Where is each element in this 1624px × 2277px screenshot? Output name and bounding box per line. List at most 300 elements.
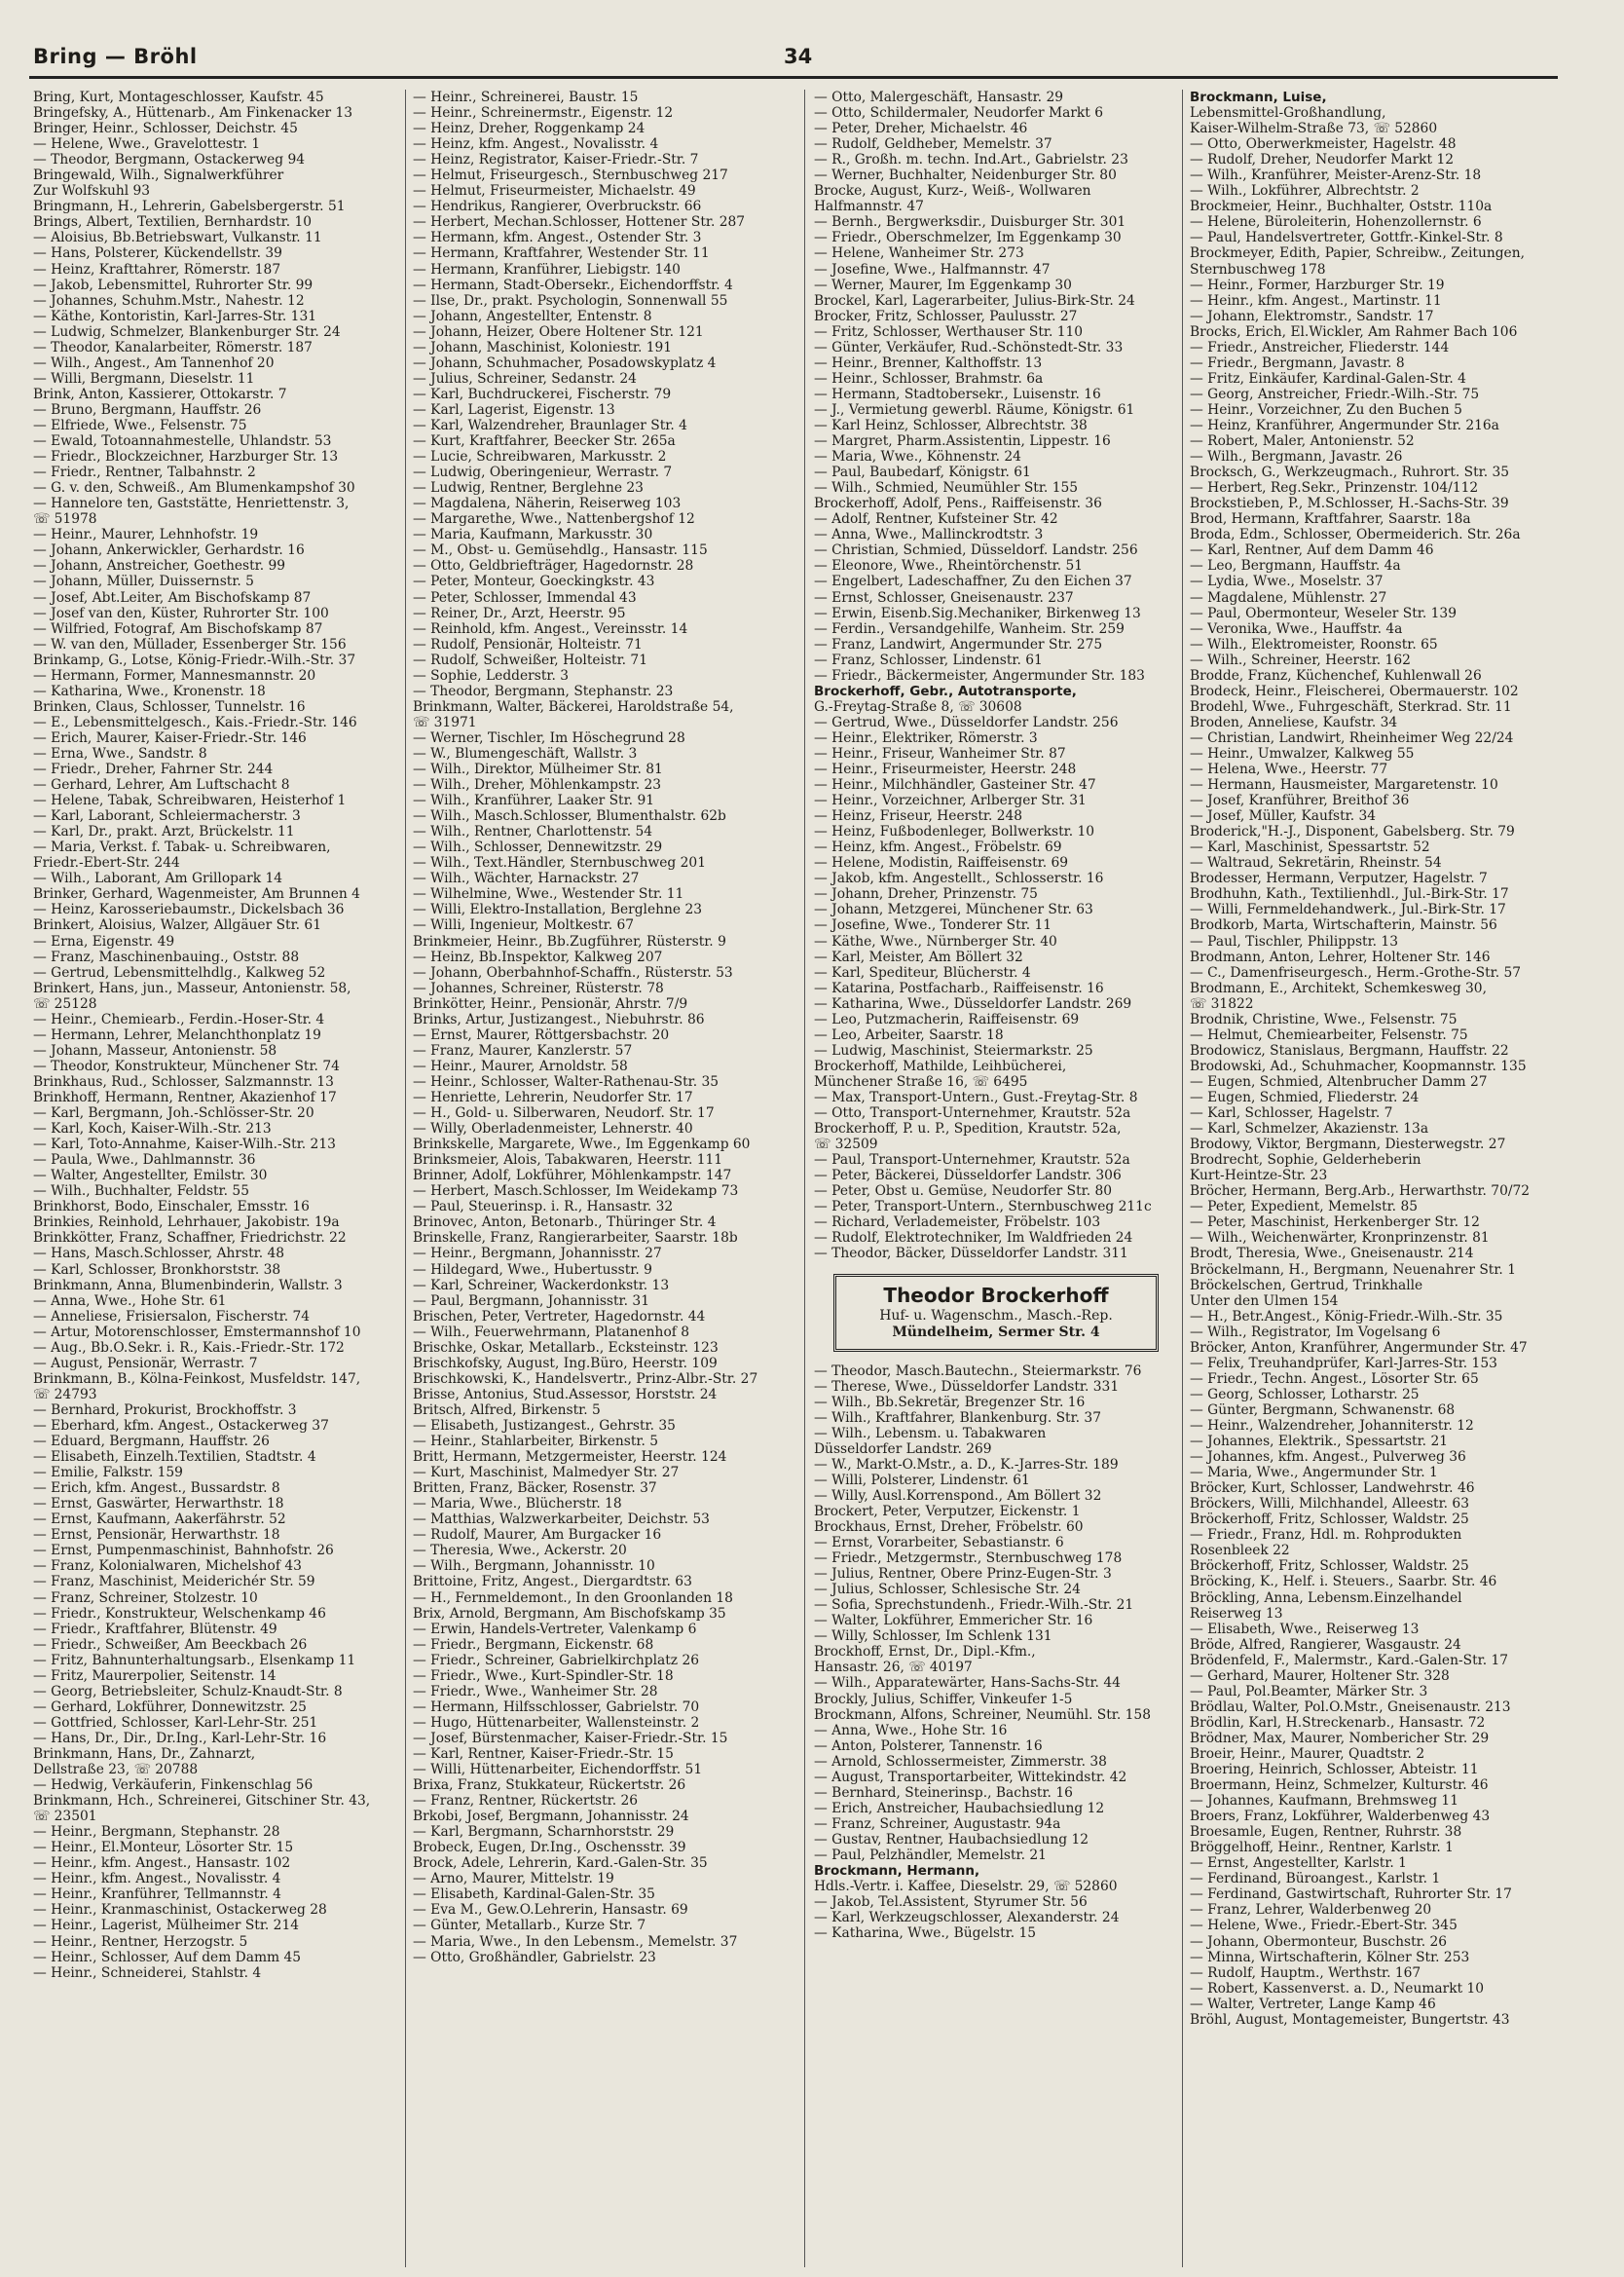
directory-entry: — Hans, Polsterer, Kückendellstr. 39: [33, 245, 282, 262]
directory-entry: — Johann, Maschinist, Koloniestr. 191: [413, 339, 673, 355]
directory-entry: Brock, Adele, Lehrerin, Kard.-Galen-Str. 35: [413, 1855, 708, 1872]
directory-entry: Brodkorb, Marta, Wirtschafterin, Mainstr. 56: [1190, 917, 1497, 934]
directory-entry: — Wilh., Dreher, Möhlenkampstr. 23: [413, 777, 662, 794]
directory-entry: Brod, Hermann, Kraftfahrer, Saarstr. 18a: [1190, 511, 1471, 528]
directory-entry: Brockerhoff, Adolf, Pens., Raiffeisenstr. 36: [814, 496, 1102, 512]
directory-entry: Brinskelle, Franz, Rangierarbeiter, Saarstr. 18b: [413, 1230, 738, 1247]
directory-entry: — Ernst, Maurer, Röttgersbachstr. 20: [413, 1027, 670, 1043]
directory-entry: — Eugen, Schmied, Fliederstr. 24: [1190, 1090, 1420, 1105]
directory-entry: — Werner, Tischler, Im Höschegrund 28: [413, 729, 685, 746]
directory-entry: — Wilh., Lokführer, Albrechtstr. 2: [1190, 183, 1420, 200]
directory-entry: — Wilh., Schreiner, Heerstr. 162: [1190, 652, 1411, 668]
directory-entry: — Leo, Bergmann, Hauffstr. 4a: [1190, 558, 1401, 575]
directory-entry: — Peter, Schlosser, Immendal 43: [413, 589, 637, 606]
directory-entry: — Hans, Dr., Dir., Dr.Ing., Karl-Lehr-Str. 16: [33, 1730, 327, 1746]
directory-entry: — Ernst, Pensionär, Herwarthstr. 18: [33, 1527, 280, 1544]
directory-entry: Broering, Heinrich, Schlosser, Abteistr. 11: [1190, 1762, 1479, 1778]
directory-entry: Brinkmann, Anna, Blumenbinderin, Wallstr. 3: [33, 1277, 343, 1293]
directory-entry: G.-Freytag-Straße 8, ☏ 30608: [814, 698, 1022, 715]
directory-entry: — Johann, Elektromstr., Sandstr. 17: [1190, 308, 1434, 324]
directory-entry: — Heinz, Karosseriebaumstr., Dickelsbach 36: [33, 902, 345, 918]
directory-entry: — Hermann, Stadt-Obersekr., Eichendorffstr. 4: [413, 277, 733, 293]
directory-entry: — R., Großh. m. techn. Ind.Art., Gabrielstr. 23: [814, 152, 1128, 168]
directory-entry: Brittoine, Fritz, Angest., Diergardtstr. 63: [413, 1574, 692, 1590]
directory-entry: — Wilh., Feuerwehrmann, Platanenhof 8: [413, 1324, 690, 1340]
directory-entry: — Peter, Transport-Untern., Sternbuschweg 211c: [814, 1199, 1152, 1215]
directory-entry: — Fritz, Schlosser, Werthauser Str. 110: [814, 323, 1084, 340]
directory-entry: — Ewald, Totoannahmestelle, Uhlandstr. 53: [33, 433, 332, 450]
directory-entry: — Rudolf, Hauptm., Werthstr. 167: [1190, 1964, 1421, 1981]
directory-entry: — Friedr., Wwe., Wanheimer Str. 28: [413, 1683, 658, 1699]
directory-entry: — W. van den, Müllader, Essenberger Str. 156: [33, 636, 347, 653]
directory-entry: — Anton, Polsterer, Tannenstr. 16: [814, 1737, 1043, 1754]
directory-entry: — Theodor, Konstrukteur, Münchener Str. 74: [33, 1058, 340, 1074]
directory-entry: Brink, Anton, Kassierer, Ottokarstr. 7: [33, 386, 287, 402]
directory-entry: Brockerhoff, P. u. P., Spedition, Krautstr. 52a,: [814, 1121, 1122, 1138]
directory-entry: Bröckers, Willi, Milchhandel, Alleestr. 63: [1190, 1496, 1469, 1512]
directory-entry: Brockel, Karl, Lagerarbeiter, Julius-Birk-Str. 24: [814, 292, 1135, 309]
directory-entry: — Johann, Schuhmacher, Posadowskyplatz 4: [413, 355, 717, 371]
directory-entry: — Rudolf, Maurer, Am Burgacker 16: [413, 1527, 662, 1544]
directory-entry: Brinksmeier, Alois, Tabakwaren, Heerstr. 111: [413, 1152, 723, 1169]
directory-entry: — Magdalene, Mühlenstr. 27: [1190, 589, 1387, 606]
directory-entry: — Engelbert, Ladeschaffner, Zu den Eichen 37: [814, 574, 1132, 590]
directory-entry: — Franz, Schreiner, Augustastr. 94a: [814, 1815, 1061, 1832]
directory-entry: Bröckelschen, Gertrud, Trinkhalle: [1190, 1277, 1423, 1293]
directory-entry: — Erich, kfm. Angest., Bussardstr. 8: [33, 1480, 280, 1497]
directory-entry: — Maria, Verkst. f. Tabak- u. Schreibwaren,: [33, 840, 331, 856]
directory-entry: — Katarina, Postfacharb., Raiffeisenstr. 16: [814, 980, 1104, 996]
directory-entry: — Friedr., Metzgermstr., Sternbuschweg 178: [814, 1550, 1123, 1567]
directory-entry: Brkobi, Josef, Bergmann, Johannisstr. 24: [413, 1809, 689, 1825]
directory-entry: — Heinr., Bergmann, Johannisstr. 27: [413, 1246, 662, 1262]
directory-entry: — Minna, Wirtschafterin, Kölner Str. 253: [1190, 1949, 1470, 1965]
directory-entry: Halfmannstr. 47: [814, 199, 924, 215]
directory-entry: — Rudolf, Schweißer, Holteistr. 71: [413, 652, 647, 668]
directory-entry: — Gertrud, Lebensmittelhdlg., Kalkweg 52: [33, 964, 326, 981]
directory-entry: — Sophie, Ledderstr. 3: [413, 667, 570, 684]
directory-entry: — Paula, Wwe., Dahlmannstr. 36: [33, 1152, 256, 1169]
directory-entry: — Helene, Büroleiterin, Hohenzollernstr. 6: [1190, 214, 1482, 231]
directory-entry: — Heinr., Schreinermstr., Eigenstr. 12: [413, 105, 674, 122]
directory-entry: — Erwin, Handels-Vertreter, Valenkamp 6: [413, 1621, 697, 1637]
directory-entry: — Fritz, Maurerpolier, Seitenstr. 14: [33, 1667, 277, 1684]
directory-entry: Brödenfeld, F., Malermstr., Kard.-Galen-Str. 17: [1190, 1652, 1509, 1668]
directory-entry: — Rudolf, Pensionär, Holteistr. 71: [413, 636, 643, 653]
directory-entry: — Peter, Bäckerei, Düsseldorfer Landstr. 306: [814, 1168, 1122, 1184]
page-number: 34: [784, 45, 813, 68]
directory-entry: — Lydia, Wwe., Moselstr. 37: [1190, 574, 1384, 590]
directory-entry: — Franz, Rentner, Rückertstr. 26: [413, 1793, 639, 1810]
directory-entry: — Josef, Bürstenmacher, Kaiser-Friedr.-Str. 15: [413, 1730, 728, 1746]
directory-entry: — Wilh., Laborant, Am Grillopark 14: [33, 871, 283, 887]
directory-column-4: [1190, 90, 1566, 2267]
directory-entry: — Anna, Wwe., Mallinckrodtstr. 3: [814, 527, 1044, 543]
directory-entry: Bröhl, August, Montagemeister, Bungertstr. 43: [1190, 2011, 1510, 2028]
directory-entry: — Paul, Pol.Beamter, Märker Str. 3: [1190, 1683, 1428, 1699]
directory-entry: — Arno, Maurer, Mittelstr. 19: [413, 1871, 614, 1887]
directory-entry: — Gerhard, Lehrer, Am Luftschacht 8: [33, 777, 290, 794]
directory-entry: — Käthe, Kontoristin, Karl-Jarres-Str. 131: [33, 308, 317, 324]
directory-entry: — E., Lebensmittelgesch., Kais.-Friedr.-Str. 146: [33, 714, 357, 730]
directory-entry: Broderick,"H.-J., Disponent, Gabelsberg. Str. 79: [1190, 824, 1515, 840]
directory-entry: — Magdalena, Näherin, Reiserweg 103: [413, 496, 682, 512]
directory-entry: Brodrecht, Sophie, Gelderheberin: [1190, 1152, 1421, 1169]
directory-entry: — Karl, Schlosser, Bronkhorststr. 38: [33, 1261, 281, 1278]
directory-entry: Broers, Franz, Lokführer, Walderbenweg 43: [1190, 1809, 1491, 1825]
directory-entry: — Jakob, Lebensmittel, Ruhrorter Str. 99: [33, 277, 314, 293]
directory-entry: Brödlin, Karl, H.Streckenarb., Hansastr. 72: [1190, 1714, 1486, 1731]
directory-entry: — Johann, Metzgerei, Münchener Str. 63: [814, 902, 1093, 918]
directory-entry: — Heinr., Umwalzer, Kalkweg 55: [1190, 745, 1415, 762]
directory-entry: Brischkowski, K., Handelsvertr., Prinz-Albr.-Str. 27: [413, 1370, 758, 1387]
directory-entry: Bringefsky, A., Hüttenarb., Am Finkenacker 13: [33, 105, 353, 122]
directory-entry: — Theresia, Wwe., Ackerstr. 20: [413, 1543, 627, 1559]
directory-entry: — Wilh., Kraftfahrer, Blankenburg. Str. 37: [814, 1409, 1101, 1426]
directory-entry: — Paul, Baubedarf, Königstr. 61: [814, 465, 1031, 481]
directory-entry: Sternbuschweg 178: [1190, 261, 1326, 278]
directory-entry: — Wilh., Masch.Schlosser, Blumenthalstr. 62b: [413, 808, 726, 825]
directory-entry: Kaiser-Wilhelm-Straße 73, ☏ 52860: [1190, 121, 1438, 137]
directory-entry: — Ludwig, Maschinist, Steiermarkstr. 25: [814, 1042, 1093, 1059]
directory-entry: — Ernst, Vorarbeiter, Sebastianstr. 6: [814, 1535, 1064, 1551]
directory-entry: — Erwin, Eisenb.Sig.Mechaniker, Birkenweg 13: [814, 605, 1141, 621]
directory-entry: — Helene, Wwe., Gravelottestr. 1: [33, 136, 261, 153]
directory-entry: — Eleonore, Wwe., Rheintörchenstr. 51: [814, 558, 1084, 575]
directory-entry: — Josef, Abt.Leiter, Am Bischofskamp 87: [33, 589, 312, 606]
directory-entry: — Leo, Putzmacherin, Raiffeisenstr. 69: [814, 1011, 1080, 1027]
directory-entry: Brinkhoff, Hermann, Rentner, Akazienhof 17: [33, 1090, 337, 1105]
directory-entry: — Arnold, Schlossermeister, Zimmerstr. 38: [814, 1753, 1107, 1770]
directory-entry: — Hugo, Hüttenarbeiter, Wallensteinstr. 2: [413, 1714, 700, 1731]
directory-entry: — Aug., Bb.O.Sekr. i. R., Kais.-Friedr.-Str. 172: [33, 1339, 345, 1356]
directory-entry: — Heinr., Brenner, Kalthoffstr. 13: [814, 355, 1043, 371]
directory-entry: Brodowski, Ad., Schuhmacher, Koopmannstr. 135: [1190, 1058, 1527, 1074]
directory-entry: — Willy, Ausl.Korrenspond., Am Böllert 32: [814, 1487, 1102, 1504]
directory-entry: — H., Gold- u. Silberwaren, Neudorf. Str. 17: [413, 1105, 715, 1122]
directory-entry: — Karl, Buchdruckerei, Fischerstr. 79: [413, 386, 672, 402]
directory-entry: — Hermann, Hilfsschlosser, Gabrielstr. 70: [413, 1698, 700, 1715]
directory-entry: — Wilh., Apparatewärter, Hans-Sachs-Str. 44: [814, 1675, 1121, 1692]
directory-entry: — Karl, Rentner, Kaiser-Friedr.-Str. 15: [413, 1745, 674, 1762]
directory-entry: — Karl Heinz, Schlosser, Albrechtstr. 38: [814, 417, 1088, 433]
directory-entry: — Friedr., Techn. Angest., Lösorter Str. 65: [1190, 1370, 1479, 1387]
directory-entry: — Christian, Landwirt, Rheinheimer Weg 22/24: [1190, 729, 1514, 746]
directory-entry: Brinkert, Aloisius, Walzer, Allgäuer Str. 61: [33, 917, 321, 934]
directory-entry: Broeir, Heinr., Maurer, Quadtstr. 2: [1190, 1745, 1425, 1762]
advertisement-box: [833, 1274, 1159, 1352]
directory-entry: Brocks, Erich, El.Wickler, Am Rahmer Bach 106: [1190, 323, 1518, 340]
directory-entry: Bringer, Heinr., Schlosser, Deichstr. 45: [33, 121, 298, 137]
directory-entry: — Herbert, Mechan.Schlosser, Hottener Str. 287: [413, 214, 746, 231]
directory-entry: Brisse, Antonius, Stud.Assessor, Horststr. 24: [413, 1386, 718, 1402]
directory-entry: — Josef van den, Küster, Ruhrorter Str. 100: [33, 605, 329, 621]
directory-entry: — Otto, Großhändler, Gabrielstr. 23: [413, 1949, 656, 1965]
directory-entry: — Rudolf, Geldheber, Memelstr. 37: [814, 136, 1052, 153]
directory-entry: — Hendrikus, Rangierer, Overbruckstr. 66: [413, 199, 702, 215]
ad-title: Theodor Brockerhoff: [883, 1283, 1109, 1307]
directory-entry: — Karl, Laborant, Schleiermacherstr. 3: [33, 808, 301, 825]
directory-column-2: [413, 90, 789, 2267]
directory-entry: — Heinz, Krafttahrer, Römerstr. 187: [33, 261, 281, 278]
directory-entry: — Elisabeth, Justizangest., Gehrstr. 35: [413, 1417, 676, 1434]
directory-entry: — Sofia, Sprechstundenh., Friedr.-Wilh.-Str. 21: [814, 1597, 1134, 1614]
directory-entry: — Georg, Schlosser, Lotharstr. 25: [1190, 1386, 1420, 1402]
directory-entry: — Hedwig, Verkäuferin, Finkenschlag 56: [33, 1777, 314, 1794]
directory-entry: — Otto, Oberwerkmeister, Hagelstr. 48: [1190, 136, 1457, 153]
directory-entry: — Leo, Arbeiter, Saarstr. 18: [814, 1027, 1004, 1043]
directory-entry: Britten, Franz, Bäcker, Rosenstr. 37: [413, 1480, 657, 1497]
directory-entry: — Karl, Maschinist, Spessartstr. 52: [1190, 840, 1430, 856]
directory-entry: — Heinz, Dreher, Roggenkamp 24: [413, 121, 646, 137]
directory-entry: — Maria, Wwe., In den Lebensm., Memelstr. 37: [413, 1933, 738, 1950]
directory-entry: — Hans, Masch.Schlosser, Ahrstr. 48: [33, 1246, 285, 1262]
directory-entry: — Bernhard, Steinerinsp., Bachstr. 16: [814, 1784, 1073, 1801]
directory-entry: — Walter, Vertreter, Lange Kamp 46: [1190, 1996, 1436, 2012]
directory-entry: — Wilh., Direktor, Mülheimer Str. 81: [413, 762, 663, 778]
directory-entry: — Paul, Obermonteur, Weseler Str. 139: [1190, 605, 1457, 621]
directory-entry: Lebensmittel-Großhandlung,: [1190, 105, 1386, 122]
directory-entry: — Günter, Verkäufer, Rud.-Schönstedt-Str. 33: [814, 339, 1124, 355]
directory-entry: — Johannes, Schreiner, Rüsterstr. 78: [413, 980, 664, 996]
directory-entry: — Therese, Wwe., Düsseldorfer Landstr. 331: [814, 1378, 1120, 1395]
directory-entry: — Hermann, Lehrer, Melanchthonplatz 19: [33, 1027, 321, 1043]
directory-entry: — Ernst, Angestellter, Karlstr. 1: [1190, 1855, 1407, 1872]
directory-entry: Brischke, Oskar, Metallarb., Ecksteinstr. 123: [413, 1339, 719, 1356]
directory-entry: — Friedr., Kraftfahrer, Blütenstr. 49: [33, 1621, 277, 1637]
directory-entry: — Adolf, Rentner, Kufsteiner Str. 42: [814, 511, 1058, 528]
directory-entry: Brinker, Gerhard, Wagenmeister, Am Brunnen 4: [33, 886, 360, 903]
directory-entry: — Kurt, Kraftfahrer, Beecker Str. 265a: [413, 433, 676, 450]
directory-entry: — Reiner, Dr., Arzt, Heerstr. 95: [413, 605, 626, 621]
directory-entry: — Heinr., Lagerist, Mülheimer Str. 214: [33, 1918, 299, 1934]
directory-entry: — H., Fernmeldemont., In den Groonlanden 18: [413, 1589, 733, 1606]
directory-entry: Bröcher, Hermann, Berg.Arb., Herwarthstr. 70/72: [1190, 1183, 1531, 1200]
directory-entry: — Karl, Lagerist, Eigenstr. 13: [413, 401, 615, 418]
directory-entry: — Friedr., Bergmann, Eickenstr. 68: [413, 1636, 654, 1653]
directory-entry: — Heinz, Kranführer, Angermunder Str. 216a: [1190, 417, 1499, 433]
directory-entry: — Veronika, Wwe., Hauffstr. 4a: [1190, 620, 1403, 637]
directory-entry: — Wilh., Elektromeister, Roonstr. 65: [1190, 636, 1438, 653]
directory-entry: — Wilh., Kranführer, Laaker Str. 91: [413, 793, 655, 809]
ad-line-1: Huf- u. Wagenschm., Masch.-Rep.: [879, 1307, 1113, 1324]
directory-entry: — Katharina, Wwe., Düsseldorfer Landstr. 269: [814, 995, 1132, 1012]
directory-entry: — Friedr., Anstreicher, Fliederstr. 144: [1190, 339, 1450, 355]
directory-entry: — Josefine, Wwe., Tonderer Str. 11: [814, 917, 1052, 934]
directory-entry: Brockly, Julius, Schiffer, Vinkeufer 1-5: [814, 1691, 1073, 1707]
directory-entry: — Heinz, kfm. Angest., Novalisstr. 4: [413, 136, 659, 153]
directory-entry: Brinkhorst, Bodo, Einschaler, Emsstr. 16: [33, 1199, 310, 1215]
directory-entry: — Heinr., Vorzeichner, Zu den Buchen 5: [1190, 401, 1462, 418]
directory-entry: — Maria, Kaufmann, Markusstr. 30: [413, 527, 653, 543]
directory-entry: Brockmeyer, Edith, Papier, Schreibw., Zeitungen,: [1190, 245, 1525, 262]
directory-entry: Hansastr. 26, ☏ 40197: [814, 1660, 973, 1676]
directory-entry: — Karl, Walzendreher, Braunlager Str. 4: [413, 417, 687, 433]
directory-entry: — W., Blumengeschäft, Wallstr. 3: [413, 745, 638, 762]
directory-entry: Brings, Albert, Textilien, Bernhardstr. 10: [33, 214, 313, 231]
directory-entry: — Franz, Maschinenbauing., Oststr. 88: [33, 949, 300, 965]
directory-entry: — Gerhard, Lokführer, Donnewitzstr. 25: [33, 1698, 307, 1715]
directory-entry: — Johannes, Schuhm.Mstr., Nahestr. 12: [33, 292, 305, 309]
directory-entry: — Karl, Schmelzer, Akazienstr. 13a: [1190, 1121, 1429, 1138]
directory-entry: — Heinr., Milchhändler, Gasteiner Str. 47: [814, 777, 1096, 794]
directory-entry: — Wilh., Schmied, Neumühler Str. 155: [814, 480, 1079, 497]
directory-entry: — Heinz, Registrator, Kaiser-Friedr.-Str. 7: [413, 152, 699, 168]
directory-entry: — Wilh., Registrator, Im Vogelsang 6: [1190, 1324, 1441, 1340]
directory-entry: — Josefine, Wwe., Halfmannstr. 47: [814, 261, 1051, 278]
directory-entry: — Wilh., Weichenwärter, Kronprinzenstr. 81: [1190, 1230, 1490, 1247]
directory-entry: Bröcker, Kurt, Schlosser, Landwehrstr. 46: [1190, 1480, 1475, 1497]
directory-entry: Brodowicz, Stanislaus, Bergmann, Hauffstr. 22: [1190, 1042, 1509, 1059]
directory-entry: — Johann, Ankerwickler, Gerhardstr. 16: [33, 542, 305, 559]
directory-entry: — Matthias, Walzwerkarbeiter, Deichstr. 53: [413, 1512, 710, 1528]
directory-entry: Brödlau, Walter, Pol.O.Mstr., Gneisenaustr. 213: [1190, 1698, 1511, 1715]
directory-entry: — Heinr., Chemiearb., Ferdin.-Hoser-Str. 4: [33, 1011, 325, 1027]
directory-entry: — Margarethe, Wwe., Nattenbergshof 12: [413, 511, 695, 528]
directory-entry: Brockmann, Alfons, Schreiner, Neumühl. Str. 158: [814, 1706, 1151, 1723]
directory-entry: — Herbert, Masch.Schlosser, Im Weidekamp 73: [413, 1183, 739, 1200]
directory-entry: — Aloisius, Bb.Betriebswart, Vulkanstr. 11: [33, 230, 322, 246]
directory-entry: — J., Vermietung gewerbl. Räume, Königstr. 61: [814, 401, 1135, 418]
directory-entry: — Willi, Elektro-Installation, Berglehne 23: [413, 902, 703, 918]
directory-entry: — Ernst, Pumpenmaschinist, Bahnhofstr. 26: [33, 1543, 334, 1559]
directory-entry: — Friedr., Konstrukteur, Welschenkamp 46: [33, 1605, 326, 1622]
directory-entry: Brinkötter, Heinr., Pensionär, Ahrstr. 7/9: [413, 995, 688, 1012]
directory-entry: — Heinr., kfm. Angest., Martinstr. 11: [1190, 292, 1442, 309]
directory-entry: — Maria, Wwe., Köhnenstr. 24: [814, 449, 1021, 466]
directory-entry: ☏ 31822: [1190, 995, 1254, 1012]
directory-entry: — Jakob, kfm. Angestellt., Schlosserstr. 16: [814, 871, 1104, 887]
directory-entry: — Anneliese, Frisiersalon, Fischerstr. 74: [33, 1308, 311, 1325]
directory-entry: Zur Wolfskuhl 93: [33, 183, 151, 200]
directory-entry: — Heinr., Bergmann, Stephanstr. 28: [33, 1824, 280, 1841]
directory-entry: — Ferdin., Versandgehilfe, Wanheim. Str. 259: [814, 620, 1125, 637]
directory-entry: Brinner, Adolf, Lokführer, Möhlenkampstr. 147: [413, 1168, 732, 1184]
directory-entry: Bringmann, H., Lehrerin, Gabelsbergerstr. 51: [33, 199, 346, 215]
directory-entry: Brinkert, Hans, jun., Masseur, Antonienstr. 58,: [33, 980, 351, 996]
directory-entry: — Karl, Spediteur, Blücherstr. 4: [814, 964, 1031, 981]
directory-entry: — Helene, Tabak, Schreibwaren, Heisterhof 1: [33, 793, 347, 809]
directory-entry: — Karl, Schlosser, Hagelstr. 7: [1190, 1105, 1393, 1122]
directory-entry: — Paul, Bergmann, Johannisstr. 31: [413, 1292, 649, 1309]
directory-entry: — Franz, Maurer, Kanzlerstr. 57: [413, 1042, 633, 1059]
directory-entry: — Hildegard, Wwe., Hubertusstr. 9: [413, 1261, 652, 1278]
directory-entry: — Friedr., Franz, Hdl. m. Rohprodukten: [1190, 1527, 1462, 1544]
directory-entry: — Paul, Steuerinsp. i. R., Hansastr. 32: [413, 1199, 674, 1215]
directory-entry: — Gertrud, Wwe., Düsseldorfer Landstr. 256: [814, 714, 1119, 730]
directory-entry: Brinkkötter, Franz, Schaffner, Friedrichstr. 22: [33, 1230, 347, 1247]
directory-entry: — Hermann, Kraftfahrer, Westender Str. 11: [413, 245, 710, 262]
directory-entry: — Bernh., Bergwerksdir., Duisburger Str. 301: [814, 214, 1126, 231]
directory-entry: — Heinr., Friseurmeister, Heerstr. 248: [814, 762, 1077, 778]
directory-entry: ☏ 51978: [33, 511, 97, 528]
directory-entry: — Willi, Fernmeldehandwerk., Jul.-Birk-Str. 17: [1190, 902, 1506, 918]
directory-entry: — Anna, Wwe., Hohe Str. 16: [814, 1722, 1008, 1738]
directory-entry: — Wilh., Bergmann, Javastr. 26: [1190, 449, 1403, 466]
directory-entry: — Friedr., Bäckermeister, Angermunder Str. 183: [814, 667, 1145, 684]
directory-entry: — August, Pensionär, Werrastr. 7: [33, 1355, 258, 1371]
directory-entry: — Hermann, kfm. Angest., Ostender Str. 3: [413, 230, 702, 246]
directory-entry: — Maria, Wwe., Blücherstr. 18: [413, 1496, 622, 1512]
directory-entry: — Heinr., Former, Harzburger Str. 19: [1190, 277, 1445, 293]
directory-entry: Brinovec, Anton, Betonarb., Thüringer Str. 4: [413, 1214, 717, 1231]
directory-entry: — Heinz, Fußbodenleger, Bollwerkstr. 10: [814, 824, 1095, 840]
directory-entry: — Ludwig, Schmelzer, Blankenburger Str. 24: [33, 323, 341, 340]
directory-entry: — Willi, Polsterer, Lindenstr. 61: [814, 1472, 1030, 1488]
directory-entry: — Günter, Metallarb., Kurze Str. 7: [413, 1918, 646, 1934]
directory-entry: Brockerhoff, Gebr., Autotransporte,: [814, 683, 1077, 699]
directory-entry: — Paul, Handelsvertreter, Gottfr.-Kinkel-Str. 8: [1190, 230, 1503, 246]
directory-entry: — Walter, Angestellter, Emilstr. 30: [33, 1168, 268, 1184]
directory-entry: — Josef, Müller, Kaufstr. 34: [1190, 808, 1377, 825]
directory-entry: Bröde, Alfred, Rangierer, Wasgaustr. 24: [1190, 1636, 1461, 1653]
directory-entry: Brockstieben, P., M.Schlosser, H.-Sachs-Str. 39: [1190, 496, 1509, 512]
header-range: Bring — Bröhl: [33, 45, 198, 68]
directory-entry: — Peter, Maschinist, Herkenberger Str. 12: [1190, 1214, 1480, 1231]
directory-entry: — Johann, Heizer, Obere Holtener Str. 121: [413, 323, 704, 340]
directory-entry: Brockmann, Hermann,: [814, 1863, 980, 1880]
directory-entry: — Paul, Pelzhändler, Memelstr. 21: [814, 1847, 1047, 1863]
directory-entry: — Wilh., Bb.Sekretär, Bregenzer Str. 16: [814, 1394, 1086, 1410]
directory-entry: — Heinz, kfm. Angest., Fröbelstr. 69: [814, 840, 1062, 856]
directory-entry: — Johannes, Kaufmann, Brehmsweg 11: [1190, 1793, 1458, 1810]
directory-entry: — Wilh., Rentner, Charlottenstr. 54: [413, 824, 653, 840]
directory-entry: — Margret, Pharm.Assistentin, Lippestr. 16: [814, 433, 1111, 450]
directory-entry: — Wilfried, Fotograf, Am Bischofskamp 87: [33, 620, 323, 637]
directory-entry: — Gerhard, Maurer, Holtener Str. 328: [1190, 1667, 1450, 1684]
directory-entry: — Johann, Angestellter, Entenstr. 8: [413, 308, 652, 324]
directory-entry: Bröckelmann, H., Bergmann, Neuenahrer Str. 1: [1190, 1261, 1516, 1278]
directory-entry: — Heinz, Bb.Inspektor, Kalkweg 207: [413, 949, 663, 965]
directory-entry: — Eva M., Gew.O.Lehrerin, Hansastr. 69: [413, 1902, 688, 1919]
directory-entry: — Franz, Maschinist, Meiderichér Str. 59: [33, 1574, 315, 1590]
directory-entry: — Artur, Motorenschlosser, Emstermannshof 10: [33, 1324, 361, 1340]
directory-entry: — Erich, Anstreicher, Haubachsiedlung 12: [814, 1800, 1105, 1816]
directory-entry: Bröckling, Anna, Lebensm.Einzelhandel: [1190, 1589, 1462, 1606]
directory-entry: — Heinr., kfm. Angest., Novalisstr. 4: [33, 1871, 281, 1887]
directory-entry: Brocker, Fritz, Schlosser, Paulusstr. 27: [814, 308, 1078, 324]
directory-entry: — Wilh., Text.Händler, Sternbuschweg 201: [413, 855, 706, 872]
directory-entry: — Jakob, Tel.Assistent, Styrumer Str. 56: [814, 1894, 1088, 1911]
directory-entry: — Hermann, Hausmeister, Margaretenstr. 10: [1190, 777, 1498, 794]
directory-entry: — Lucie, Schreibwaren, Markusstr. 2: [413, 449, 667, 466]
directory-entry: — Wilh., Bergmann, Johannisstr. 10: [413, 1558, 655, 1575]
directory-entry: — M., Obst- u. Gemüsehdlg., Hansastr. 115: [413, 542, 708, 559]
directory-entry: Münchener Straße 16, ☏ 6495: [814, 1073, 1028, 1090]
directory-entry: — Friedr., Rentner, Talbahnstr. 2: [33, 465, 256, 481]
directory-entry: — Fritz, Bahnunterhaltungsarb., Elsenkamp 11: [33, 1652, 356, 1668]
directory-entry: ☏ 32509: [814, 1137, 878, 1153]
directory-entry: — Bruno, Bergmann, Hauffstr. 26: [33, 401, 262, 418]
directory-entry: — Helene, Modistin, Raiffeisenstr. 69: [814, 855, 1069, 872]
directory-entry: — Wilh., Schlosser, Dennewitzstr. 29: [413, 840, 663, 856]
directory-entry: — Theodor, Bergmann, Stephanstr. 23: [413, 683, 674, 699]
directory-entry: — Karl, Werkzeugschlosser, Alexanderstr. 24: [814, 1910, 1120, 1926]
directory-entry: — Heinr., Schlosser, Walter-Rathenau-Str. 35: [413, 1073, 720, 1090]
directory-entry: — Peter, Dreher, Michaelstr. 46: [814, 121, 1028, 137]
directory-entry: Brinkamp, G., Lotse, König-Friedr.-Wilh.-Str. 37: [33, 652, 356, 668]
directory-entry: Brinks, Artur, Justizangest., Niebuhrstr. 86: [413, 1011, 705, 1027]
directory-entry: — Karl, Koch, Kaiser-Wilh.-Str. 213: [33, 1121, 272, 1138]
directory-entry: — Julius, Rentner, Obere Prinz-Eugen-Str. 3: [814, 1566, 1112, 1583]
ad-line-2: Mündelheim, Sermer Str. 4: [892, 1324, 1100, 1340]
directory-entry: Brocksch, G., Werkzeugmach., Ruhrort. Str. 35: [1190, 465, 1510, 481]
directory-entry: — Josef, Kranführer, Breithof 36: [1190, 793, 1410, 809]
directory-entry: — August, Transportarbeiter, Wittekindstr. 42: [814, 1769, 1127, 1785]
directory-entry: — Karl, Toto-Annahme, Kaiser-Wilh.-Str. 213: [33, 1137, 336, 1153]
directory-entry: — Elisabeth, Wwe., Reiserweg 13: [1190, 1621, 1420, 1637]
directory-entry: — Johann, Oberbahnhof-Schaffn., Rüsterstr. 53: [413, 964, 733, 981]
